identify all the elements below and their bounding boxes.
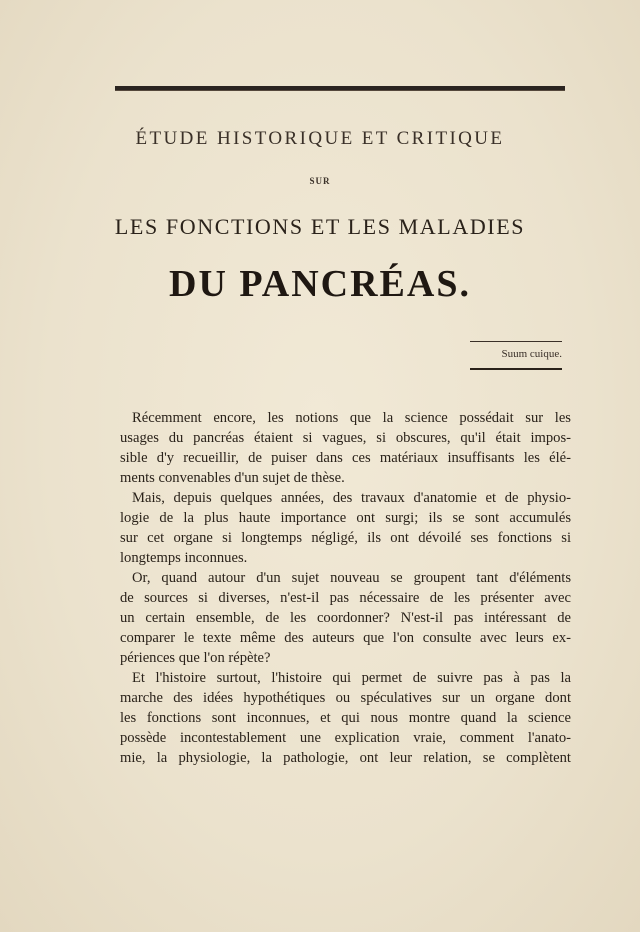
text-line: Mais, depuis quelques années, des travaux d'anatomie et de physio- (132, 490, 571, 506)
text-line: Récemment encore, les notions que la science possédait sur les (132, 410, 571, 426)
text-line: usages du pancréas étaient si vagues, si obscures, qu'il était impos- (120, 430, 571, 446)
motto: Suum cuique. (501, 348, 562, 360)
text-line: logie de la plus haute importance ont surgi; ils se sont accumulés (120, 510, 571, 526)
text-line: les fonctions sont inconnues, et qui nous montre quand la science (120, 710, 571, 726)
title-line-3: DU PANCRÉAS. (169, 263, 471, 305)
body-text (120, 408, 571, 768)
text-line: un certain ensemble, de les coordonner? N'est-il pas intéressant de (120, 610, 571, 626)
top-rule (115, 86, 565, 91)
title-line-2: LES FONCTIONS ET LES MALADIES (114, 214, 526, 239)
title-line-1: ÉTUDE HISTORIQUE ET CRITIQUE (135, 128, 505, 149)
text-line: marche des idées hypothétiques ou spéculatives sur un organe dont (120, 690, 571, 706)
text-line: Or, quand autour d'un sujet nouveau se groupent tant d'éléments (132, 570, 571, 586)
title-connector: SUR (309, 176, 331, 186)
text-line: longtemps inconnues. (120, 550, 248, 566)
text-line: de sources si diverses, n'est-il pas nécessaire de les présenter avec (120, 590, 571, 606)
text-line: périences que l'on répète? (120, 650, 271, 666)
text-line: sur cet organe si longtemps négligé, ils ont dévoilé ses fonctions si (120, 530, 571, 546)
text-line: comparer le texte même des auteurs que l'on consulte avec leurs ex- (120, 630, 571, 646)
text-line: ments convenables d'un sujet de thèse. (120, 470, 345, 486)
text-line: possède incontestablement une explication vraie, comment l'anato- (120, 730, 571, 746)
motto-box (470, 341, 562, 370)
text-line: mie, la physiologie, la pathologie, ont leur relation, se complètent (120, 750, 571, 766)
text-line: Et l'histoire surtout, l'histoire qui permet de suivre pas à pas la (132, 670, 571, 686)
text-line: sible d'y recueillir, de puiser dans ces matériaux insuffisants les élé- (120, 450, 571, 466)
